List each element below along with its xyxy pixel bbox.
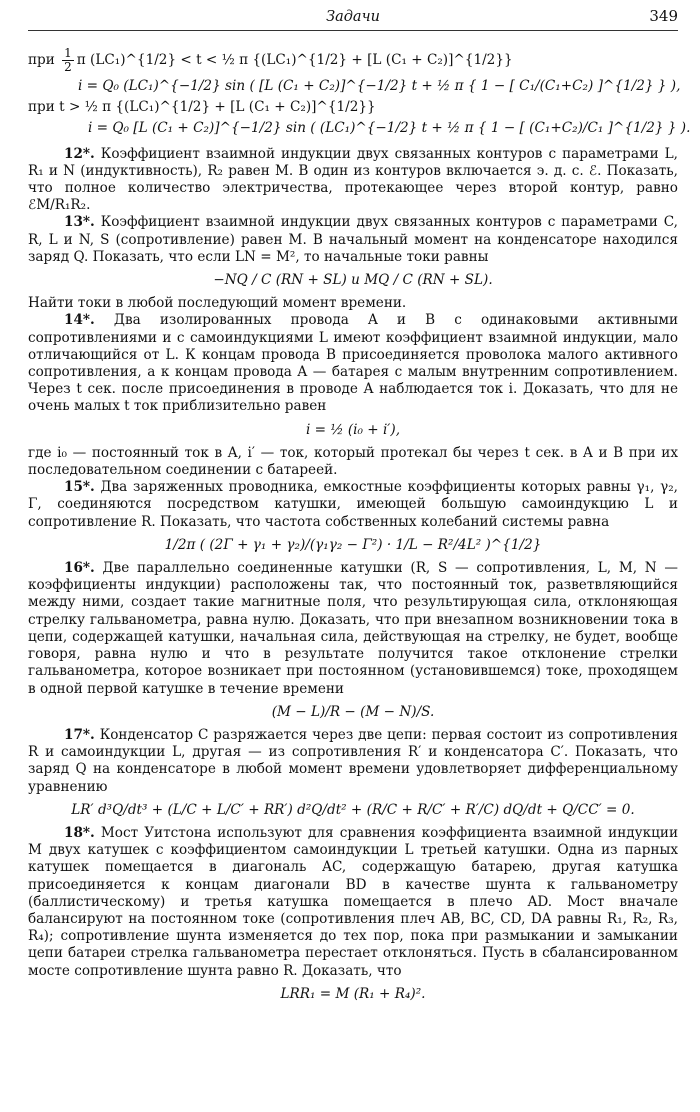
formula-cond1-body: π (LC₁)^{1/2} < t < ½ π {(LC₁)^{1/2} + [L (C₁ + C₂)]^{1/2}}	[76, 51, 513, 68]
problem-16-label: 16*.	[64, 560, 95, 577]
formula-eq16-text: (M − L)/R − (M − N)/S.	[271, 703, 435, 720]
problem-15-label: 15*.	[64, 479, 95, 496]
problem-14-after: где i₀ — постоянный ток в A, i′ — ток, который протекал бы через t сек. в A и B при их последовательном соединении с батареей.	[28, 444, 678, 479]
problem-12-text: Коэффициент взаимной индукции двух связанных контуров с параметрами L, R₁ и N (индуктивность), R₂ равен M. В один из контуров включается э. д. с. ℰ. Показать, что полное количество электричества, протекающее через второй контур, равно ℰM/R₁R₂.	[28, 145, 678, 214]
formula-eq15	[28, 537, 678, 554]
formula-eq2	[28, 120, 691, 137]
formula-eq16	[28, 704, 678, 721]
formula-cond2-prefix: при	[28, 99, 55, 116]
problem-14-label: 14*.	[64, 312, 95, 329]
formula-eq13-text: −NQ / C (RN + SL) и MQ / C (RN + SL).	[213, 272, 493, 289]
page-number: 349	[649, 7, 678, 25]
problem-16	[28, 560, 678, 698]
formula-eq2-text: i = Q₀ [L (C₁ + C₂)]^{−1/2} sin ( (LC₁)^{−1/2} t + ½ π { 1 − [ (C₁+C₂)/C₁ ]^{1/2} } ).	[88, 120, 691, 137]
formula-eq14-text: i = ½ (i₀ + i′),	[305, 421, 401, 438]
problem-13-text: Коэффициент взаимной индукции двух связанных контуров с параметрами C, R, L и N, S (сопротивление) равен M. В начальный момент на конденсаторе находился заряд Q. Показать, что если LN = M², то начальные токи равны	[28, 214, 679, 265]
formula-eq17-text: LR′ d³Q/dt³ + (L/C + L/C′ + RR′) d²Q/dt² + (R/C + R/C′ + R′/C) dQ/dt + Q/CC′ = 0.	[71, 801, 635, 818]
problem-14-text: Два изолированных провода A и B с одинаковыми активными сопротивлениями и с самоиндукциями L имеют коэффициент взаимной индукции, мало отличающийся от L. К концам провода B присоединяется проволока малого активного сопротивления, а к концам провода A — батарея с малым внутренним сопротивлением. Через t сек. после присоединения в проводе A наблюдается ток i. Доказать, что для не очень малых t ток приблизительно равен	[28, 312, 678, 415]
formula-cond1-prefix: при	[28, 51, 55, 68]
problem-16-text: Две параллельно соединенные катушки (R, S — сопротивления, L, M, N — коэффициенты индукции) расположены так, что постоянный ток, разветвляющийся между ними, создает такие магнитные поля, что результирующая сила, отклоняющая стрелку гальванометра, равна нулю. Доказать, что при внезапном возникновении тока в цепи, содержащей катушки, начальная сила, действующая на стрелку, не будет, вообще говоря, равна нулю и что в результате получится такое отклонение стрелки гальванометра, которое возникает при постоянном (установившемся) токе, проходящем в одной первой катушке в течение времени	[28, 560, 678, 697]
formula-eq17	[28, 802, 678, 819]
formula-eq1-text: i = Q₀ (LC₁)^{−1/2} sin ( [L (C₁ + C₂)]^{−1/2} t + ½ π { 1 − [ C₁/(C₁+C₂) ]^{1/2} } ),	[78, 78, 681, 94]
formula-eq18-text: LRR₁ = M (R₁ + R₄)².	[280, 985, 426, 1002]
half-fraction: $\frac{1}{2}$	[64, 46, 72, 74]
problem-18-text: Мост Уитстона используют для сравнения коэффициента взаимной индукции M двух катушек с коэффициентом самоиндукции L третьей катушки. Одна из парных катушек помещается в диагональ AC, содержащую батарею, другая катушка присоединяется к концам диагонали BD в качестве шунта к гальванометру (баллистическому) и третья катушка помещается в плечо AD. Мост вначале балансируют на постоянном токе (сопротивления плеч AB, BC, CD, DA равны R₁, R₂, R₃, R₄); сопротивление шунта изменяется до тех пор, пока при размыкании и замыкании цепи батареи стрелка гальванометра перестает отклоняться. Пусть в сбалансированном мосте сопротивление шунта равно R. Доказать, что	[28, 824, 679, 979]
formula-eq15-text: 1/2π ( (2Γ + γ₁ + γ₂)/(γ₁γ₂ − Γ²) · 1/L − R²/4L² )^{1/2}	[164, 536, 542, 553]
problem-12	[28, 146, 678, 215]
problem-14	[28, 312, 678, 415]
formula-eq18	[28, 986, 678, 1003]
header-title: Задачи	[326, 9, 380, 25]
problem-13	[28, 214, 678, 266]
problem-15-text: Два заряженных проводника, емкостные коэффициенты которых равны γ₁, γ₂, Γ, соединяются посредством катушки, имеющей большую самоиндукцию L и сопротивление R. Показать, что частота собственных колебаний системы равна	[28, 479, 678, 530]
formula-eq14	[28, 422, 678, 439]
problem-12-label: 12*.	[64, 145, 95, 162]
formula-eq1	[28, 78, 681, 95]
problem-18-label: 18*.	[64, 824, 95, 841]
problem-13-label: 13*.	[64, 214, 95, 231]
problem-17-label: 17*.	[64, 726, 95, 743]
problem-17-text: Конденсатор C разряжается через две цепи: первая состоит из сопротивления R и самоиндукции L, другая — из сопротивления R′ и конденсатора C′. Показать, что заряд Q на конденсаторе в любой момент времени удовлетворяет дифференциальному уравнению	[28, 726, 678, 795]
formula-cond2	[28, 99, 678, 116]
running-header	[28, 6, 678, 31]
problem-18	[28, 825, 678, 980]
formula-cond1	[28, 47, 678, 74]
problem-17	[28, 727, 678, 796]
problem-13-after: Найти токи в любой последующий момент времени.	[28, 295, 407, 312]
problem-15	[28, 479, 678, 531]
formula-cond2-body: t > ½ π {(LC₁)^{1/2} + [L (C₁ + C₂)]^{1/2}}	[59, 99, 376, 116]
formula-eq13	[28, 272, 678, 289]
